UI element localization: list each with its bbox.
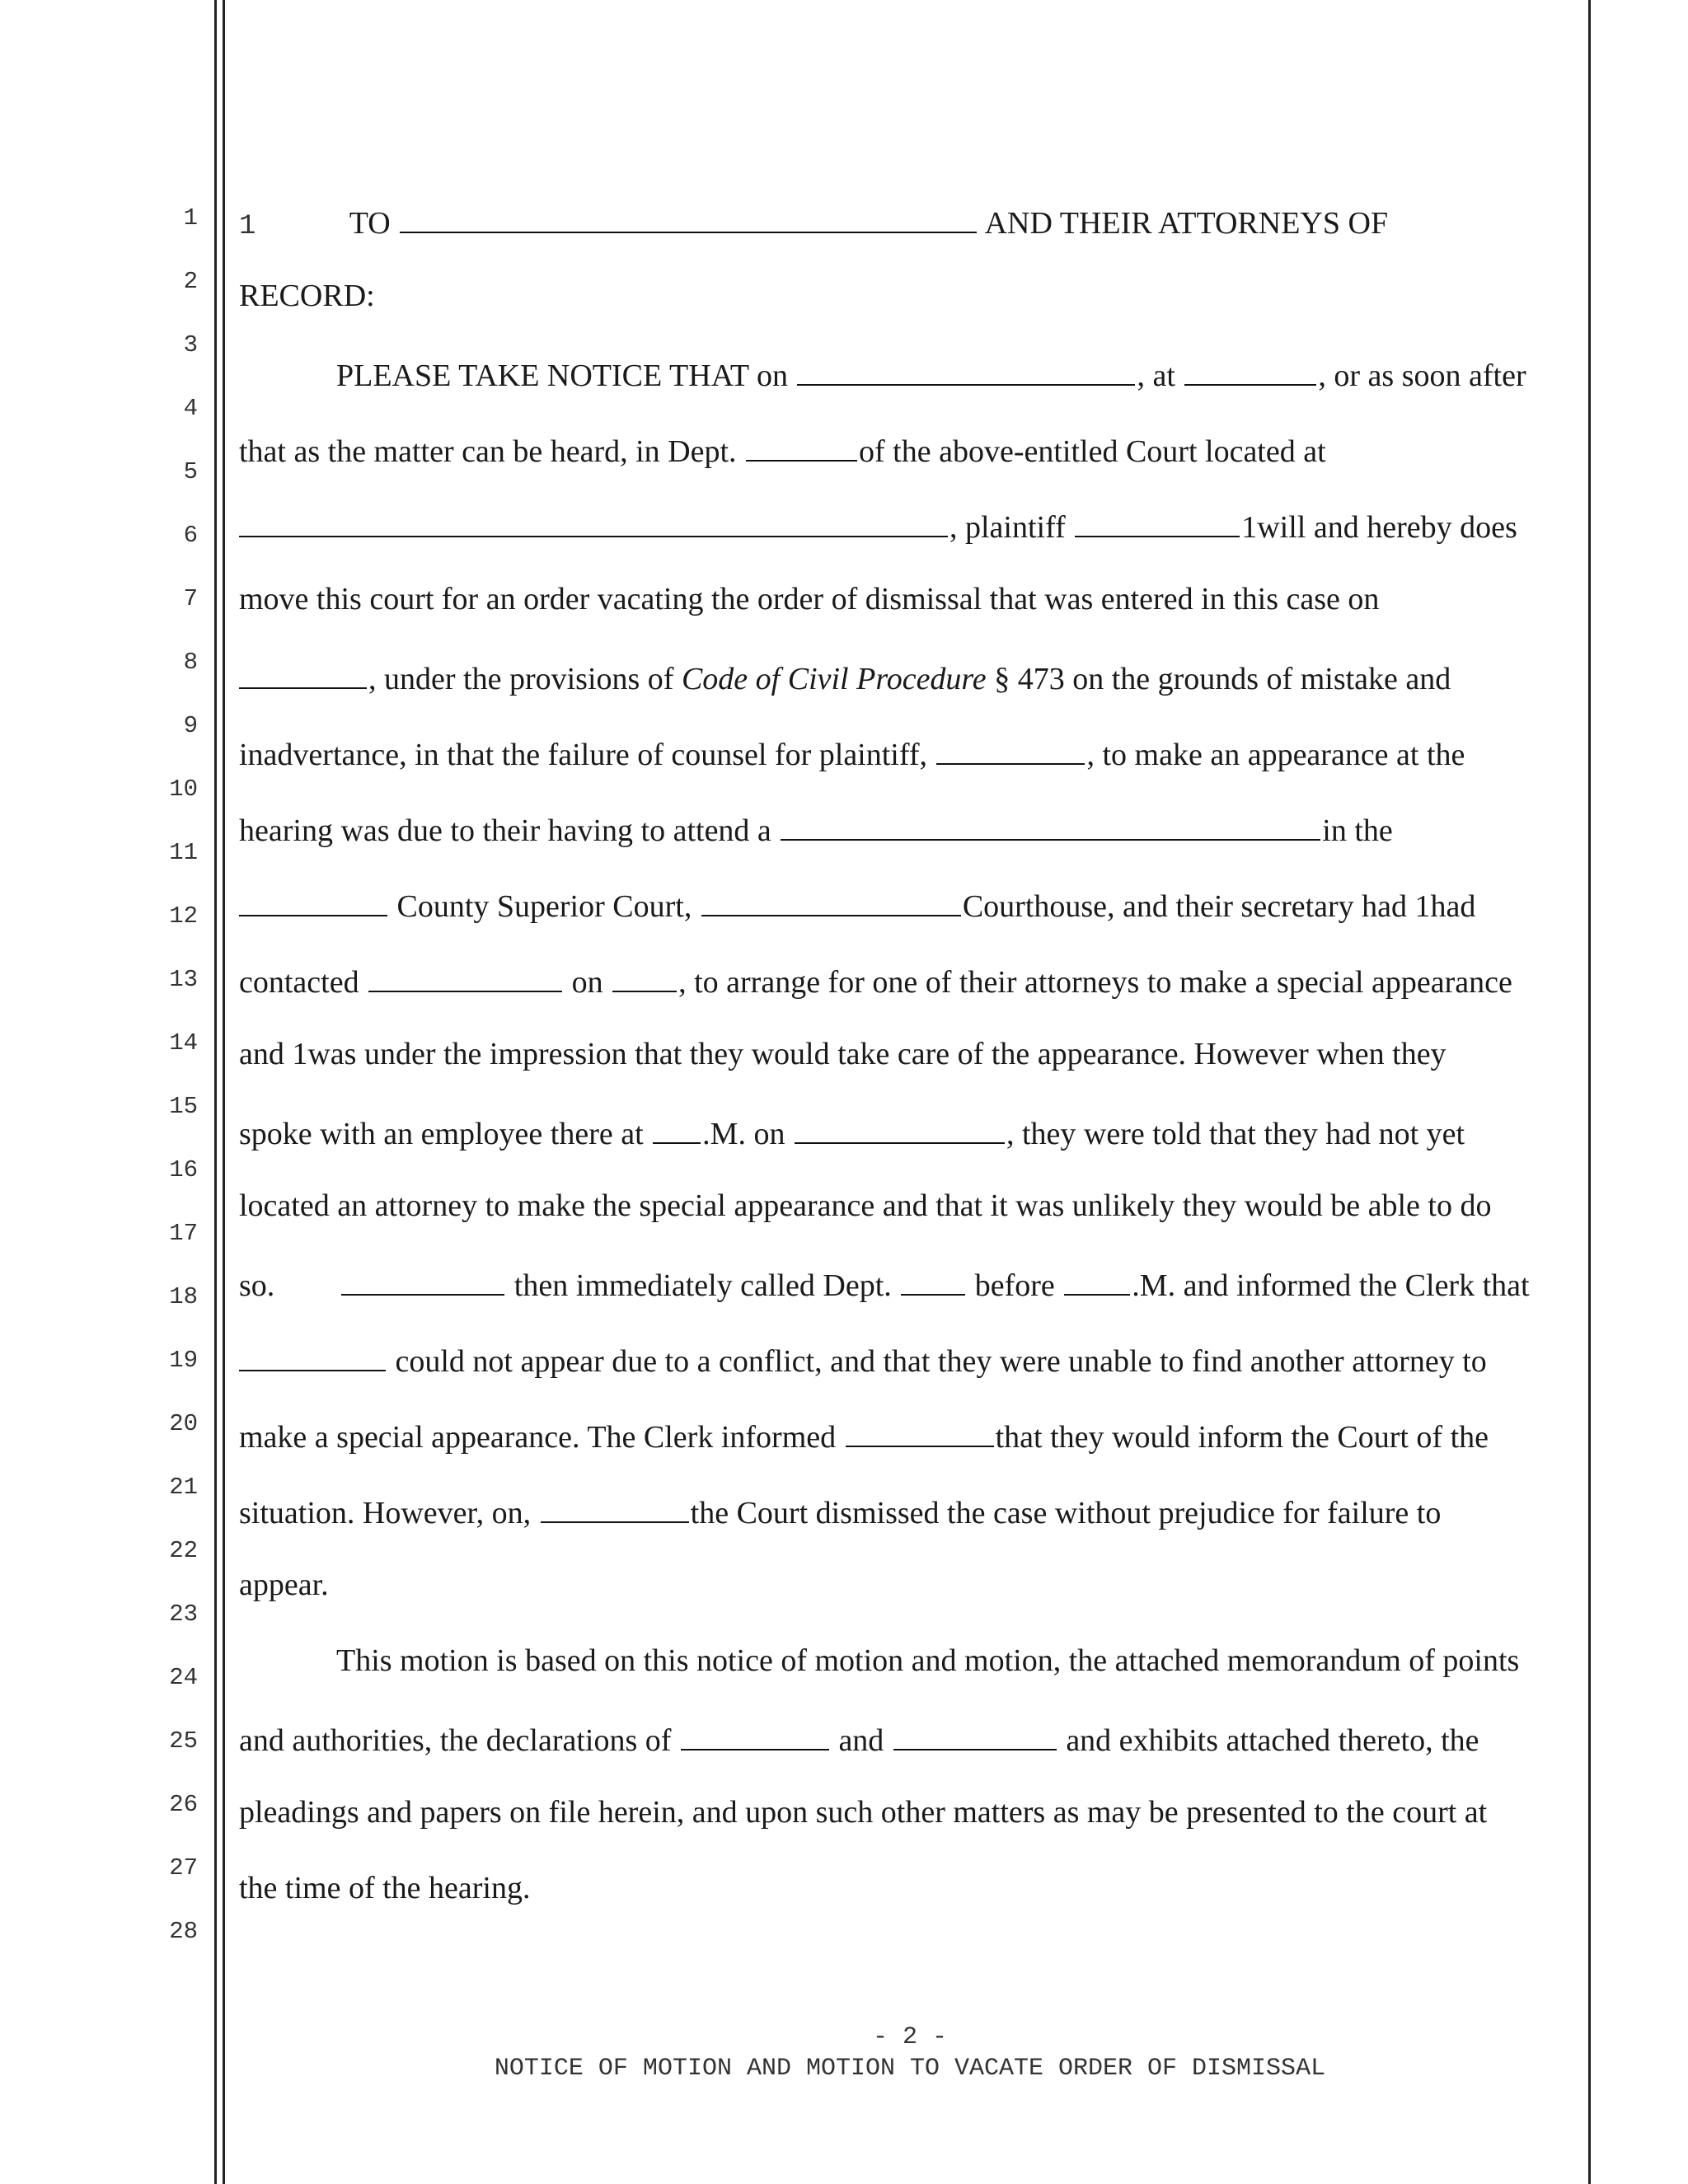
line-number: 16 [169,1156,198,1183]
line-number: 14 [169,1029,198,1057]
dept-blank[interactable] [746,432,857,462]
line-number: 15 [169,1093,198,1120]
line-number: 3 [183,331,198,359]
line-number: 5 [183,458,198,485]
body-line: that as the matter can be heard, in Dept. of the above-entitled Court located at [239,432,1326,467]
line-number: 24 [169,1664,198,1691]
before-time-blank[interactable] [1064,1266,1130,1296]
call-time-blank[interactable] [653,1114,701,1144]
line-number: 4 [183,395,198,422]
left-margin-rule-inner [223,0,225,2184]
line-number: 12 [169,902,198,930]
hearing-date-blank[interactable] [797,356,1135,386]
right-margin-rule [1588,0,1591,2184]
body-line: inadvertance, in that the failure of counsel for plaintiff, , to make an appearance at the [239,735,1465,771]
line-number: 10 [169,776,198,803]
plaintiff-blank[interactable] [1075,508,1240,537]
body-line: 1 TO AND THEIR ATTORNEYS OF [239,204,1388,241]
hearing-time-blank[interactable] [1184,356,1316,386]
counsel-blank[interactable] [936,735,1085,765]
body-line: , under the provisions of Code of Civil Procedure § 473 on the grounds of mistake and [239,659,1451,695]
line-number: 18 [169,1283,198,1310]
body-line: This motion is based on this notice of motion and motion, the attached memorandum of points [336,1643,1520,1678]
body-line: appear. [239,1568,329,1602]
body-line: County Superior Court, Courthouse, and their secretary had 1had [239,887,1475,922]
attorney-blank[interactable] [239,1342,386,1371]
body-line: the time of the hearing. [239,1871,531,1905]
line-number: 9 [183,712,198,739]
declarant-2-blank[interactable] [893,1721,1057,1750]
line-number: 13 [169,966,198,993]
line-number: 20 [169,1410,198,1437]
line-number: 17 [169,1220,198,1247]
page-number: - 2 - [872,2023,947,2051]
court-address-blank[interactable] [239,508,948,537]
line-number: 19 [169,1347,198,1374]
line-number: 6 [183,522,198,549]
line-number: 1 [183,204,198,232]
dismissal-date-blank[interactable] [239,659,367,689]
county-blank[interactable] [239,887,387,916]
line-number: 25 [169,1727,198,1755]
body-line: RECORD: [239,279,375,313]
recipient-blank[interactable] [400,204,977,233]
courthouse-blank[interactable] [701,887,961,916]
line-number: 26 [169,1791,198,1818]
line-number: 22 [169,1537,198,1564]
line-number: 21 [169,1474,198,1501]
body-line: located an attorney to make the special appearance and that it was unlikely they would be able to do [239,1188,1492,1223]
body-line: situation. However, on, the Court dismissed the case without prejudice for failure to [239,1493,1441,1529]
body-line: pleadings and papers on file herein, and upon such other matters as may be presented to the court at [239,1795,1488,1830]
line-number: 11 [169,839,198,866]
body-line: hearing was due to their having to attend a in the [239,811,1393,846]
body-line: PLEASE TAKE NOTICE THAT on , at , or as soon after [239,356,1526,391]
line-number: 7 [183,585,198,612]
line-number: 23 [169,1601,198,1628]
body-line: contacted on , to arrange for one of their attorneys to make a special appearance [239,963,1512,998]
body-line: could not appear due to a conflict, and that they were unable to find another attorney to [239,1342,1487,1377]
body-line: and authorities, the declarations of and and exhibits attached thereto, the [239,1721,1479,1756]
line-number: 28 [169,1918,198,1945]
dept-number-blank[interactable] [901,1266,965,1296]
body-line: so. then immediately called Dept. before .M. and informed the Clerk that [239,1266,1530,1301]
call-date-blank[interactable] [795,1114,1005,1144]
body-line: , plaintiff 1will and hereby does [239,508,1517,543]
line-number: 8 [183,649,198,676]
line-number: 2 [183,268,198,295]
dismissed-date-blank[interactable] [541,1493,689,1523]
proceeding-blank[interactable] [781,811,1320,841]
contacted-blank[interactable] [368,963,562,992]
body-line: spoke with an employee there at .M. on , they were told that they had not yet [239,1114,1465,1150]
caller-blank[interactable] [341,1266,504,1296]
contact-date-blank[interactable] [612,963,677,992]
body-line: and 1was under the impression that they would take care of the appearance. However when they [239,1037,1447,1071]
body-line: move this court for an order vacating the order of dismissal that was entered in this case on [239,582,1380,616]
line-number: 27 [169,1854,198,1882]
declarant-1-blank[interactable] [681,1721,829,1750]
document-title-footer: NOTICE OF MOTION AND MOTION TO VACATE ORDER OF DISMISSAL [494,2055,1326,2083]
informed-blank[interactable] [846,1418,994,1447]
body-line: make a special appearance. The Clerk informed that they would inform the Court of the [239,1418,1489,1453]
left-margin-rule-outer [214,0,217,2184]
